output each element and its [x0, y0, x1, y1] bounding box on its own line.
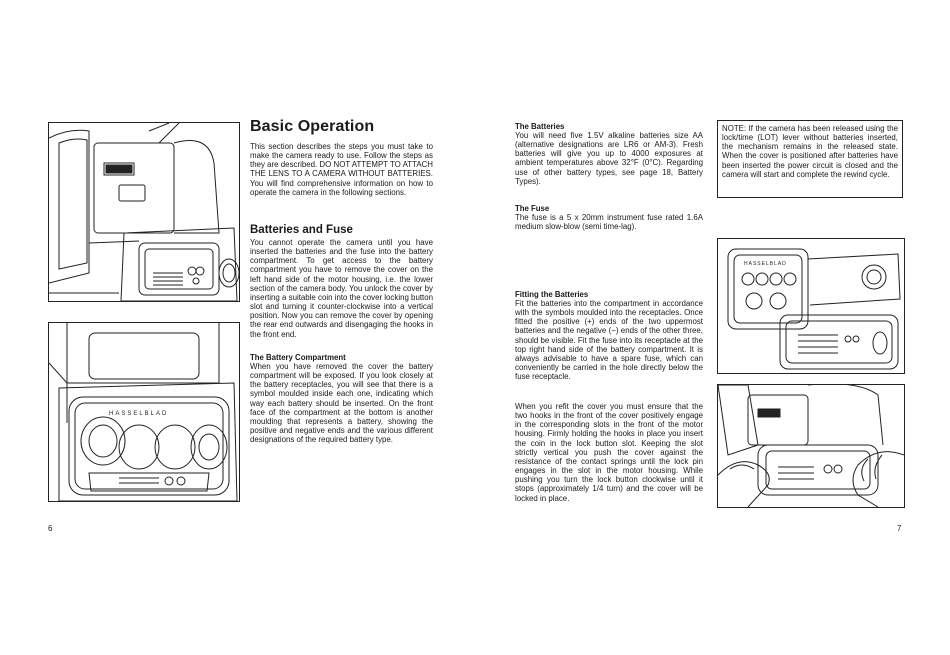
page-number-right: 7	[897, 524, 902, 533]
note-box	[717, 120, 903, 198]
camera-cover-illustration	[49, 123, 239, 301]
figure-camera-cover	[48, 122, 240, 302]
batteries-fuse-heading: Batteries and Fuse	[250, 224, 353, 236]
batteries-fuse-paragraph: You cannot operate the camera until you have inserted the batteries and the fuse into the battery compartment. To get access to the battery compartment you have to remove the cover on the left hand side of the motor housing, i.e. the lower section of the camera body. You unlock the cover by inserting a suitable coin into the cover locking button slot and turning it counter-clockwise into a vertical position. Now you can remove the cover by opening the rear end outwards and disengaging the hooks in the front end.	[250, 238, 433, 339]
intro-paragraph: This section describes the steps you must take to make the camera ready to use. Follow the steps as they are described. DO NOT ATTEMPT TO ATTACH THE LENS TO A CAMERA WITHOUT BATTERIES. You will find comprehensive information on how to operate the camera in the following sections.	[250, 142, 433, 197]
note-paragraph: NOTE: If the camera has been released using the lock/time (LOT) lever without batteries inserted, the mechanism remains in the released state. When the cover is positioned after batteries have been inserted the power circuit is closed and the camera will start and complete the rewind cycle.	[722, 124, 898, 179]
refit-cover-paragraph: When you refit the cover you must ensure that the two hooks in the front of the cover positively engage in the corresponding slots in the front of the motor housing. Firmly holding the hooks in place you insert the coin in the lock button slot. Keeping the slot strictly vertical you push the cover against the resistance of the contact springs until the lock pin engages in the slot in the motor housing. While pushing you turn the lock button clockwise until it stops (approximately 1/4 turn) and the cover will be locked in place.	[515, 402, 703, 503]
refit-cover-illustration	[718, 385, 904, 507]
fitting-batteries-heading: Fitting the Batteries	[515, 290, 589, 299]
batteries-paragraph: You will need five 1.5V alkaline batteries size AA (alternative designations are LR6 or AM-3). Fresh batteries will give you up to 4000 exposures at ambient temperatures above 32°F (0°C). Regarding use of other battery types, see page 18, Battery Types).	[515, 131, 703, 186]
figure-cover-removed	[717, 238, 905, 374]
page-number-left: 6	[48, 524, 53, 533]
fitting-batteries-paragraph: Fit the batteries into the compartment in accordance with the symbols moulded into the receptacles. Once fitted the positive (+) ends of the two uppermost batteries and the negative (−) ends of the other three, should be visible. Fit the fuse into its receptacle at the top right hand side of the battery compartment. It is always advisable to have a spare fuse, which can conveniently be carried in the hole directly below the fuse receptacle.	[515, 299, 703, 382]
page-title: Basic Operation	[250, 118, 375, 135]
battery-compartment-heading: The Battery Compartment	[250, 353, 346, 362]
batteries-heading: The Batteries	[515, 122, 565, 131]
battery-compartment-paragraph: When you have removed the cover the battery compartment will be exposed. If you look closely at the battery receptacles, you will see that there is a symbol moulded inside each one, indicating which way each battery should be inserted. On the front face of the compartment at the bottom is another moulding that represents a battery, showing the positive and negative ends and the various different designations of the required battery type.	[250, 362, 433, 445]
battery-compartment-illustration	[49, 323, 239, 501]
figure-battery-compartment	[48, 322, 240, 502]
figure-refit-cover	[717, 384, 905, 508]
figure-brand-label-right: HASSELBLAD	[744, 261, 787, 267]
figure-brand-label: HASSELBLAD	[109, 411, 169, 417]
cover-removed-illustration	[718, 239, 904, 373]
fuse-paragraph: The fuse is a 5 x 20mm instrument fuse rated 1.6A medium slow-blow (semi time-lag).	[515, 213, 703, 232]
fuse-heading: The Fuse	[515, 204, 550, 213]
